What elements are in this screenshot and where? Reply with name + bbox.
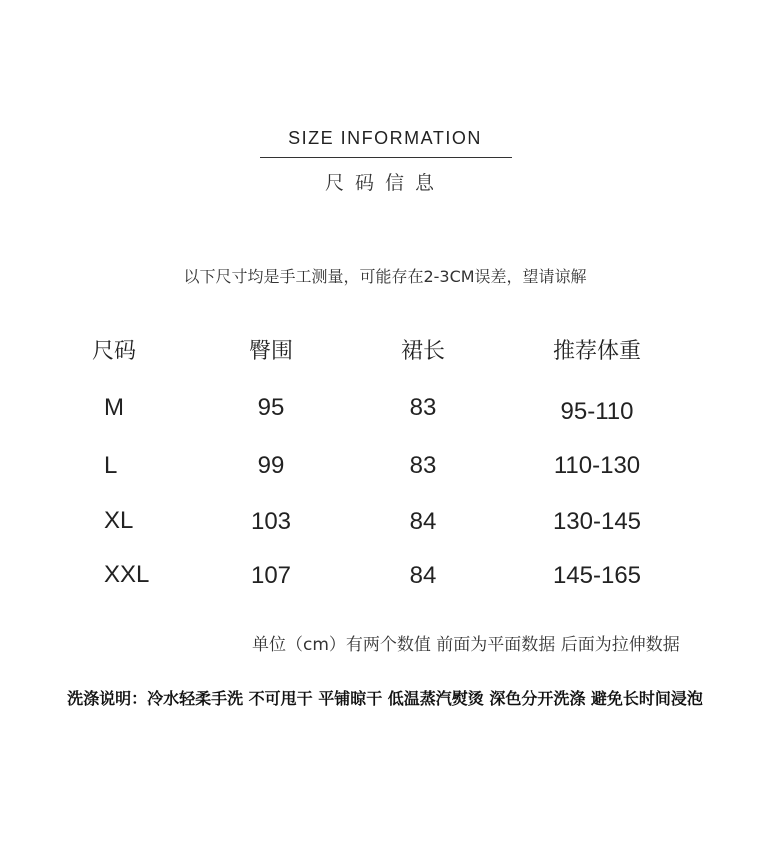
washing-instructions: 洗涤说明：冷水轻柔手洗 不可甩干 平铺晾干 低温蒸汽熨烫 深色分开洗涤 避免长时间浸泡 bbox=[67, 689, 703, 708]
table-row-hip: 99 bbox=[257, 452, 285, 479]
table-row-length: 83 bbox=[409, 452, 437, 479]
title-chinese: 尺码信息 bbox=[324, 172, 445, 194]
table-row-hip: 95 bbox=[257, 394, 285, 421]
table-row-size: M bbox=[104, 394, 124, 421]
table-row-weight: 95-110 bbox=[560, 398, 634, 425]
table-row-size: L bbox=[104, 452, 118, 479]
table-row-size: XL bbox=[104, 507, 134, 534]
title-english: SIZE INFORMATION bbox=[288, 128, 482, 148]
table-row-weight: 145-165 bbox=[552, 562, 642, 589]
unit-note: 单位（cm）有两个数值 前面为平面数据 后面为拉伸数据 bbox=[252, 635, 680, 655]
header-weight: 推荐体重 bbox=[552, 339, 641, 364]
table-row-weight: 110-130 bbox=[553, 452, 641, 479]
header-length: 裙长 bbox=[400, 339, 445, 364]
measurement-note: 以下尺寸均是手工测量，可能存在2-3CM误差，望请谅解 bbox=[183, 267, 587, 286]
table-row-size: XXL bbox=[104, 561, 150, 588]
table-row-length: 84 bbox=[409, 562, 437, 589]
header-size: 尺码 bbox=[92, 339, 137, 364]
table-row-hip: 103 bbox=[250, 508, 292, 535]
table-row-length: 83 bbox=[409, 394, 437, 421]
table-row-weight: 130-145 bbox=[552, 508, 642, 535]
table-row-hip: 107 bbox=[250, 562, 292, 589]
table-row-length: 84 bbox=[409, 508, 437, 535]
title-divider bbox=[260, 157, 512, 158]
header-hip: 臀围 bbox=[248, 339, 293, 364]
